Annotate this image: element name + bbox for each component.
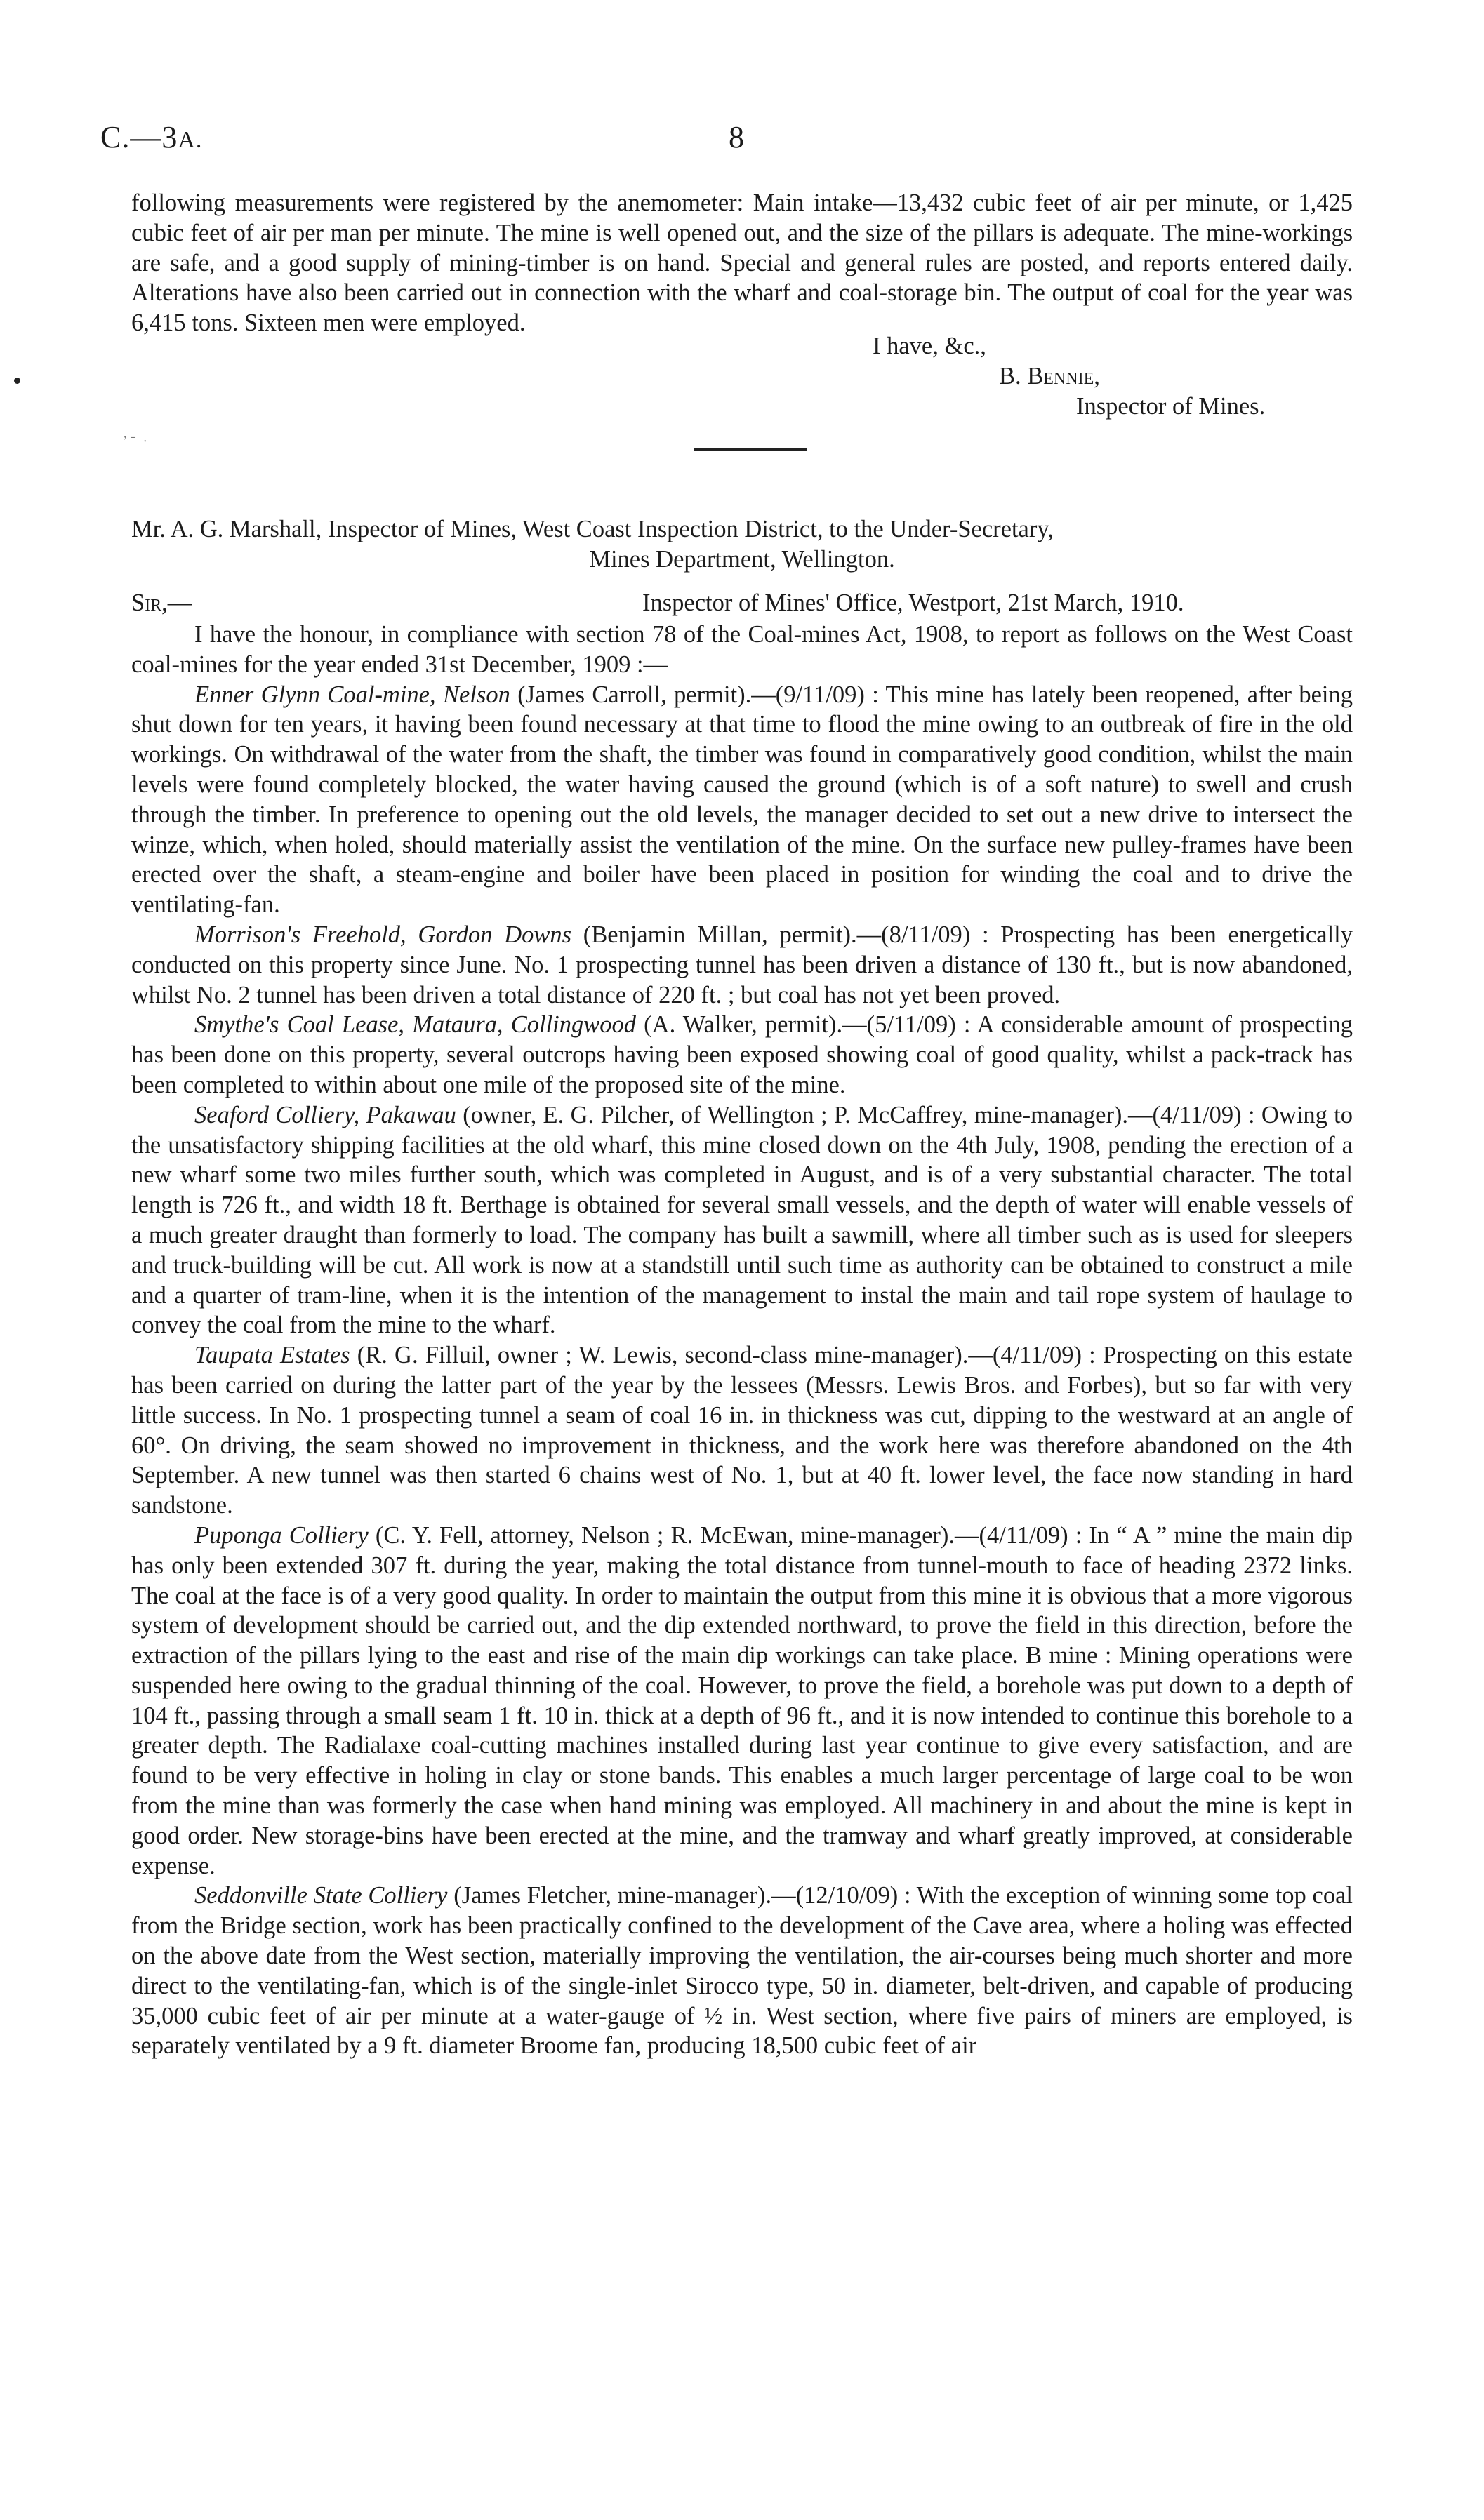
mine-body: (A. Walker, permit).—(5/11/09) : A considerable amount of prospecting has been done on this property, several outcrops having been exposed showing coal of good quality, whilst a pack-track has been completed to within about one mile of the proposed site of the mine. <box>131 1011 1353 1098</box>
mine-title: Smythe's Coal Lease, Mataura, Collingwood <box>194 1011 636 1039</box>
mine-body: (Benjamin Millan, permit).—(8/11/09) : Prospecting has been energetically conducted on this property since June. No. 1 prospecting tunnel has been driven a distance of 130 ft., but is now abandoned, whilst No. 2 tunnel has been driven a total distance of 220 ft. ; but coal has not yet been proved. <box>131 921 1353 1008</box>
mine-body: (R. G. Filluil, owner ; W. Lewis, second-class mine-manager).—(4/11/09) : Prospecting on this estate has been carried on during the latter part of the year by the lessees (Messrs. Lewis Bros. and Forbes), but so far with very little success. In No. 1 prospecting tunnel a seam of coal 16 in. in thickness was cut, dipping to the westward at an angle of 60°. On driving, the seam showed no improvement in thickness, and the work here was therefore abandoned on the 4th September. A new tunnel was then started 6 chains west of No. 1, but at 40 ft. lower level, the face now standing in hard sandstone. <box>131 1342 1353 1519</box>
mine-title: Taupata Estates <box>194 1342 350 1369</box>
mine-body: (James Fletcher, mine-manager).—(12/10/09) : With the exception of winning some top coal from the Bridge section, work has been practically confined to the development of the Cave area, where a holing was effected on the above date from the West section, materially improving the ventilation, the air-courses being much shorter and more direct to the ventilating-fan, which is of the single-inlet Sirocco type, 50 in. diameter, belt-driven, and capable of producing 35,000 cubic feet of air per minute at a water-gauge of ½ in. West section, where five pairs of miners are employed, is separately ventilated by a 9 ft. diameter Broome fan, producing 18,500 cubic feet of air <box>131 1882 1353 2060</box>
mine-entry-seddonville-state-colliery <box>131 1881 1353 2061</box>
mine-entry-puponga-colliery <box>131 1521 1353 1881</box>
report-code <box>100 119 202 155</box>
signoff-greeting: I have, &c., <box>873 333 986 359</box>
mine-entry-morrisons-freehold <box>131 920 1353 1010</box>
mine-body: (James Carroll, permit).—(9/11/09) : This mine has lately been reopened, after being shut down for ten years, it having been found necessary at that time to flood the mine owing to an outbreak of fire in the old workings. On withdrawal of the water from the shaft, the timber was found in comparatively good condition, whilst the main levels were found completely blocked, the water having caused the ground (which is of a soft nature) to swell and crush through the timber. In preference to opening out the old levels, the manager decided to set out a new drive to intersect the winze, which, when holed, should materially assist the ventilation of the mine. On the surface new pulley-frames have been erected over the shaft, a steam-engine and boiler have been placed in position for winding the coal and to drive the ventilating-fan. <box>131 681 1353 919</box>
mine-title: Enner Glynn Coal-mine, Nelson <box>194 681 510 708</box>
report-code-suffix: A. <box>178 127 203 153</box>
mine-title: Seddonville State Colliery <box>194 1882 448 1909</box>
mine-title: Puponga Colliery <box>194 1521 369 1549</box>
mine-body: (owner, E. G. Pilcher, of Wellington ; P. McCaffrey, mine-manager).—(4/11/09) : Owing to the unsatisfactory shipping facilities at the old wharf, this mine closed down on the 4th July, 1908, pending the erection of a new wharf some two miles further south, which was completed in August, and is of a very substantial character. The total length is 726 ft., and width 18 ft. Berthage is obtained for several small vessels, and the depth of water will enable vessels of a much greater draught than formerly to load. The company has built a sawmill, where all timber such as is used for sleepers and truck-building will be cut. All work is now at a standstill until such time as authority can be obtained to construct a mile and a quarter of tram-line, when it is the intention of the management to instal the main and tail rope system of haulage to convey the coal from the mine to the wharf. <box>131 1101 1353 1339</box>
mine-entry-smythes-coal-lease <box>131 1010 1353 1100</box>
page-number: 8 <box>729 120 744 154</box>
letter-salutation: Sir,— <box>131 589 192 616</box>
mine-entry-seaford-colliery <box>131 1100 1353 1340</box>
mine-body: (C. Y. Fell, attorney, Nelson ; R. McEwan, mine-manager).—(4/11/09) : In “ A ” mine the main dip has only been extended 307 ft. during the year, making the total distance from tunnel-mouth to face of heading 2372 links. The coal at the face is of a very good quality. In order to maintain the output from this mine it is obvious that a more vigorous system of development should be carried out, and the dip extended northward, to prove the field in this direction, before the extraction of the pillars lying to the east and rise of the main dip workings can take place. B mine : Mining operations were suspended here owing to the gradual thinning of the coal. However, to prove the field, a borehole was put down to a depth of 104 ft., passing through a small seam 1 ft. 10 in. thick at a depth of 96 ft., and it is now intended to continue this borehole to a greater depth. The Radialaxe coal-cutting machines installed during last year continue to give every satisfaction, and are found to be very effective in holing in clay or stone bands. This enables a much larger percentage of large coal to be won from the mine than was formerly the case when hand mining was employed. All machinery in and about the mine is kept in good order. New storage-bins have been erected at the mine, and the tramway and wharf greatly improved, at considerable expense. <box>131 1521 1353 1879</box>
stray-mark: ʼ ˉ · <box>123 434 147 449</box>
mine-entry-taupata-estates <box>131 1340 1353 1521</box>
mine-title: Seaford Colliery, Pakawau <box>194 1101 456 1128</box>
letter-from-line: Mr. A. G. Marshall, Inspector of Mines, West Coast Inspection District, to the Under-Secretary, <box>131 516 1054 542</box>
mine-title: Morrison's Freehold, Gordon Downs <box>194 921 572 948</box>
letter-to-line: Mines Department, Wellington. <box>589 546 895 573</box>
margin-mark <box>14 378 20 384</box>
report-code-main: C.—3 <box>100 120 178 154</box>
signoff-role: Inspector of Mines. <box>1076 393 1266 420</box>
letter-opening: I have the honour, in compliance with section 78 of the Coal-mines Act, 1908, to report as follows on the West Coast coal-mines for the year ended 31st December, 1909 :— <box>131 621 1353 678</box>
intro-paragraph: following measurements were registered by the anemometer: Main intake—13,432 cubic feet of air per minute, or 1,425 cubic feet of air per man per minute. The mine is well opened out, and the size of the pillars is adequate. The mine-workings are safe, and a good supply of mining-timber is on hand. Special and general rules are posted, and reports entered daily. Alterations have also been carried out in connection with the wharf and coal-storage bin. The output of coal for the year was 6,415 tons. Sixteen men were employed. <box>131 189 1353 337</box>
section-divider <box>694 448 807 451</box>
signoff-name: B. Bennie, <box>999 363 1100 389</box>
letter-dateline: Inspector of Mines' Office, Westport, 21st March, 1910. <box>642 589 1184 616</box>
intro-paragraph-block <box>131 188 1353 338</box>
letter-body <box>131 620 1353 2061</box>
mine-entry-enner-glynn <box>131 680 1353 920</box>
